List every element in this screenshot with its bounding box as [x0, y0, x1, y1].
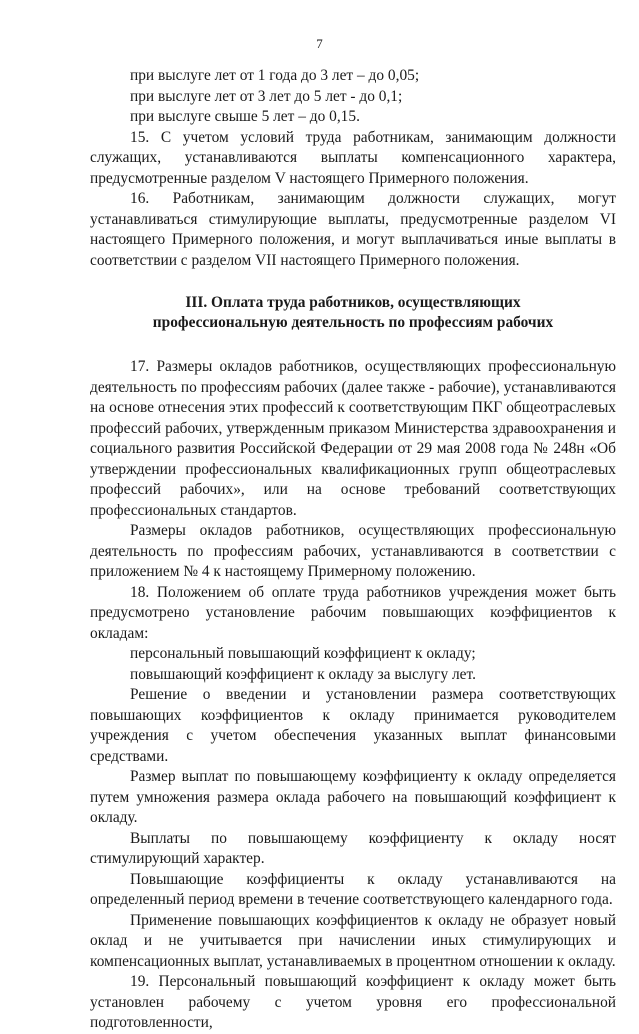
- paragraph: персональный повышающий коэффициент к окладу;: [130, 645, 476, 662]
- paragraph: 18. Положением об оплате труда работников учреждения может быть предусмотрено установление рабочим повышающих коэффициентов к окладам:: [90, 583, 616, 642]
- paragraph: Повышающие коэффициенты к окладу устанавливаются на определенный период времени в течение соответствующего календарного года.: [90, 870, 616, 908]
- paragraph: 15. С учетом условий труда работникам, занимающим должности служащих, устанавливаются выплаты компенсационного характера, предусмотренные разделом V настоящего Примерного положения.: [90, 128, 616, 187]
- paragraph: Решение о введении и установлении размера соответствующих повышающих коэффициентов к окладу принимается руководителем учреждения с учетом обеспечения указанных выплат финансовыми средствами.: [90, 686, 616, 765]
- paragraph: при выслуге лет от 3 лет до 5 лет - до 0,1;: [130, 87, 403, 105]
- paragraph: повышающий коэффициент к окладу за выслугу лет.: [130, 665, 476, 683]
- paragraph: 19. Персональный повышающий коэффициент к окладу может быть установлен рабочему с учетом уровня его профессиональной подготовленности,: [90, 973, 616, 1031]
- section-heading: [90, 293, 616, 333]
- paragraph: Размер выплат по повышающему коэффициенту к окладу определяется путем умножения размера оклада рабочего на повышающий коэффициент к окладу.: [90, 768, 616, 826]
- page-number: 7: [316, 36, 323, 51]
- paragraph: Выплаты по повышающему коэффициенту к окладу носят стимулирующий характер.: [90, 829, 616, 867]
- paragraph: Применение повышающих коэффициентов к окладу не образует новый оклад и не учитывается при начислении иных стимулирующих и компенсационных выплат, устанавливаемых в процентном отношении к окладу.: [90, 911, 616, 970]
- document-body: [90, 66, 616, 1034]
- section-heading-line: профессиональную деятельность по профессиям рабочих: [152, 314, 554, 331]
- paragraph: при выслуге свыше 5 лет – до 0,15.: [130, 108, 360, 125]
- section-heading-line: III. Оплата труда работников, осуществляющих: [185, 294, 521, 311]
- paragraph: 17. Размеры окладов работников, осуществляющих профессиональную деятельность по профессиям рабочих (далее также - рабочие), устанавливаются на основе отнесения этих профессий к соответствующим ПКГ общеотраслевых профессий рабочих, утвержденным приказом Министерства здравоохранения и социального развития Российской Федерации от 29 мая 2008 года № 248н «Об утверждении профессиональных квалификационных групп общеотраслевых профессий рабочих», или на основе требований соответствующих профессиональных стандартов.: [90, 358, 616, 519]
- paragraph: Размеры окладов работников, осуществляющих профессиональную деятельность по профессиям рабочих, устанавливаются в соответствии с приложением № 4 к настоящему Примерному положению.: [90, 522, 616, 580]
- paragraph: при выслуге лет от 1 года до 3 лет – до 0,05;: [130, 67, 420, 84]
- paragraph: 16. Работникам, занимающим должности служащих, могут устанавливаться стимулирующие выплаты, предусмотренные разделом VI настоящего Примерного положения, и могут выплачиваться иные выплаты в соответствии с разделом VII настоящего Примерного положения.: [90, 190, 616, 269]
